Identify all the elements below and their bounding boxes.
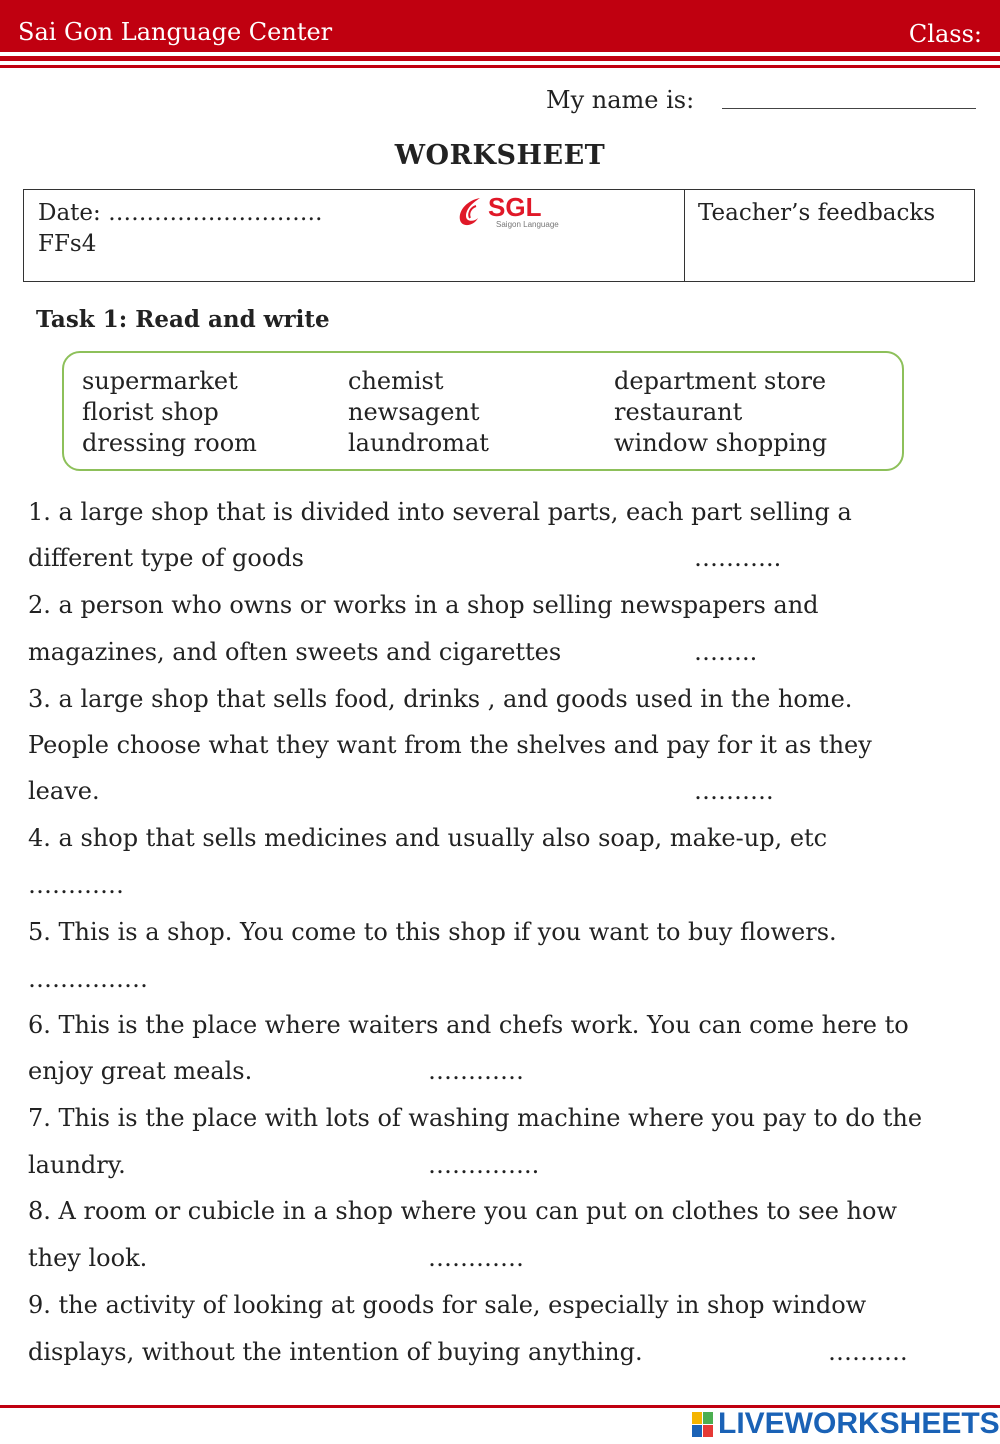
question-text: 3. a large shop that sells food, drinks , and goods used in the home.	[28, 685, 853, 713]
word-bank-item: window shopping	[614, 429, 828, 457]
question-text: 2. a person who owns or works in a shop selling newspapers and	[28, 591, 819, 619]
word-bank-item: laundromat	[348, 429, 489, 457]
sgl-logo	[454, 192, 564, 232]
question-text: displays, without the intention of buying anything.	[28, 1338, 643, 1366]
word-bank-item: dressing room	[82, 429, 257, 457]
question-text: 7. This is the place with lots of washing machine where you pay to do the	[28, 1104, 923, 1132]
answer-blank[interactable]: …………	[428, 1057, 524, 1085]
question-text: magazines, and often sweets and cigarettes	[28, 638, 562, 666]
page-title: WORKSHEET	[394, 140, 606, 171]
question-text: 8. A room or cubicle in a shop where you can put on clothes to see how	[28, 1197, 898, 1225]
answer-blank[interactable]: ……….	[828, 1338, 908, 1366]
word-bank-item: department store	[614, 367, 827, 395]
question-text: laundry.	[28, 1151, 126, 1179]
answer-blank[interactable]: …………	[28, 871, 124, 899]
task-title: Task 1: Read and write	[36, 306, 330, 333]
liveworksheets-logo	[692, 1406, 1000, 1442]
class-code: FFs4	[38, 231, 97, 257]
answer-blank[interactable]: …………..	[428, 1151, 540, 1179]
header-rule	[0, 56, 1000, 61]
question-text: 5. This is a shop. You come to this shop if you want to buy flowers.	[28, 918, 837, 946]
teacher-feedback-label: Teacher’s feedbacks	[698, 200, 936, 226]
date-field: Date: ……………………….	[38, 200, 323, 226]
liveworksheets-blocks-icon	[692, 1412, 714, 1438]
logo-text: SGL	[488, 192, 542, 222]
answer-blank[interactable]: …………	[428, 1244, 524, 1272]
info-table	[23, 189, 975, 282]
word-bank	[62, 351, 904, 471]
question-text: People choose what they want from the shelves and pay for it as they	[28, 731, 872, 759]
sgl-swoosh-icon	[454, 192, 490, 232]
question-text: 1. a large shop that is divided into several parts, each part selling a	[28, 498, 852, 526]
answer-blank[interactable]: ………..	[694, 544, 782, 572]
header-rule-thin	[0, 65, 1000, 68]
word-bank-item: restaurant	[614, 398, 743, 426]
question-text: 9. the activity of looking at goods for sale, especially in shop window	[28, 1291, 867, 1319]
name-input-line[interactable]	[722, 108, 976, 109]
question-text: leave.	[28, 777, 100, 805]
answer-blank[interactable]: ……..	[694, 638, 758, 666]
answer-blank[interactable]: ……………	[28, 965, 148, 993]
liveworksheets-text: LIVEWORKSHEETS	[718, 1407, 1000, 1440]
class-label: Class:	[908, 20, 982, 48]
question-text: different type of goods	[28, 544, 304, 572]
table-divider	[684, 190, 685, 281]
word-bank-item: supermarket	[82, 367, 238, 395]
question-text: 4. a shop that sells medicines and usually also soap, make-up, etc	[28, 824, 828, 852]
word-bank-item: newsagent	[348, 398, 480, 426]
word-bank-item: chemist	[348, 367, 444, 395]
question-text: enjoy great meals.	[28, 1057, 253, 1085]
center-name: Sai Gon Language Center	[18, 18, 333, 46]
name-label: My name is:	[546, 86, 695, 114]
question-text: they look.	[28, 1244, 148, 1272]
answer-blank[interactable]: ……….	[694, 777, 774, 805]
word-bank-item: florist shop	[82, 398, 219, 426]
logo-subtitle: Saigon Language	[496, 220, 559, 229]
question-text: 6. This is the place where waiters and chefs work. You can come here to	[28, 1011, 909, 1039]
